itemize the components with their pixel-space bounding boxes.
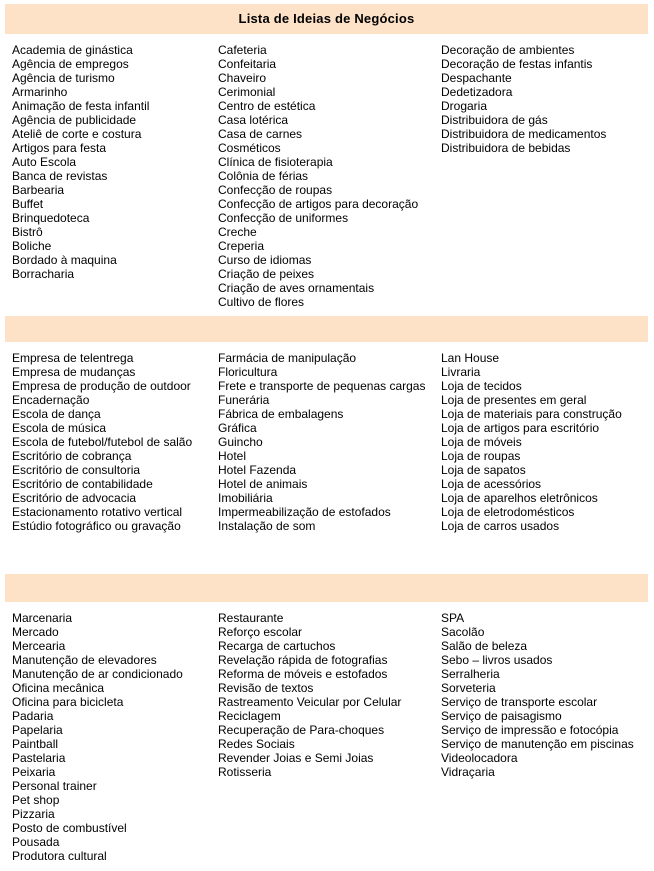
list-item: Loja de presentes em geral [441, 393, 587, 407]
list-item: Confecção de roupas [218, 183, 333, 197]
list-item: Colônia de férias [218, 169, 309, 183]
list-item: Estacionamento rotativo vertical [12, 505, 183, 519]
list-item: Loja de tecidos [441, 379, 522, 393]
list-item: Decoração de ambientes [441, 43, 575, 57]
list-item: Manutenção de elevadores [12, 653, 157, 667]
list-item: Borracharia [12, 267, 75, 281]
list-item: Pastelaria [12, 751, 66, 765]
list-item: Gráfica [218, 421, 257, 435]
list-item: Revelação rápida de fotografias [218, 653, 388, 667]
section-2-column-1 [12, 351, 192, 533]
page-title: Lista de Ideias de Negócios [5, 4, 648, 34]
list-item: Padaria [12, 709, 54, 723]
list-item: Farmácia de manipulação [218, 351, 357, 365]
list-item: Academia de ginástica [12, 43, 133, 57]
list-item: Ateliê de corte e costura [12, 127, 142, 141]
list-item: Escola de futebol/futebol de salão [12, 435, 193, 449]
list-item: Videolocadora [441, 751, 518, 765]
list-item: Boliche [12, 239, 52, 253]
list-item: Agência de turismo [12, 71, 115, 85]
list-item: Imobiliária [218, 491, 273, 505]
list-item: Instalação de som [218, 519, 316, 533]
list-item: Floricultura [218, 365, 278, 379]
list-item: Dedetizadora [441, 85, 513, 99]
list-item: Centro de estética [218, 99, 316, 113]
list-item: Agência de publicidade [12, 113, 137, 127]
list-item: Oficina mecânica [12, 681, 105, 695]
list-item: Loja de materiais para construção [441, 407, 622, 421]
list-item: Casa de carnes [218, 127, 303, 141]
list-item: Barbearia [12, 183, 65, 197]
list-item: Recarga de cartuchos [218, 639, 336, 653]
list-item: Escritório de cobrança [12, 449, 132, 463]
section-2-header-band [5, 316, 648, 342]
list-item: Reforma de móveis e estofados [218, 667, 388, 681]
list-item: Rastreamento Veicular por Celular [218, 695, 402, 709]
list-item: Revisão de textos [218, 681, 314, 695]
list-item: Distribuidora de gás [441, 113, 548, 127]
list-item: Reciclagem [218, 709, 281, 723]
list-item: Pousada [12, 835, 60, 849]
list-item: Empresa de produção de outdoor [12, 379, 191, 393]
list-item: Bistrô [12, 225, 43, 239]
list-item: Serviço de transporte escolar [441, 695, 598, 709]
list-item: Personal trainer [12, 779, 97, 793]
list-item: Distribuidora de medicamentos [441, 127, 607, 141]
list-item: Confecção de artigos para decoração [218, 197, 419, 211]
list-item: Paintball [12, 737, 59, 751]
list-item: Peixaria [12, 765, 56, 779]
list-item: Serralheria [441, 667, 500, 681]
list-item: Creperia [218, 239, 265, 253]
list-item: Loja de eletrodomésticos [441, 505, 575, 519]
list-item: Sacolão [441, 625, 485, 639]
list-item: Escritório de contabilidade [12, 477, 153, 491]
list-item: Recuperação de Para-choques [218, 723, 385, 737]
list-item: Hotel Fazenda [218, 463, 297, 477]
list-item: Bordado à maquina [12, 253, 117, 267]
list-item: Loja de aparelhos eletrônicos [441, 491, 598, 505]
list-item: Salão de beleza [441, 639, 528, 653]
list-item: Chaveiro [218, 71, 267, 85]
list-item: Confecção de uniformes [218, 211, 349, 225]
list-item: Distribuidora de bebidas [441, 141, 571, 155]
list-item: Cerimonial [218, 85, 276, 99]
list-item: Cosméticos [218, 141, 281, 155]
list-item: Papelaria [12, 723, 63, 737]
section-3-column-3 [441, 611, 634, 779]
list-item: Animação de festa infantil [12, 99, 150, 113]
list-item: Casa lotérica [218, 113, 289, 127]
section-2-column-2 [218, 351, 425, 533]
list-item: Pizzaria [12, 807, 55, 821]
list-item: Sorveteria [441, 681, 496, 695]
list-item: Serviço de impressão e fotocópia [441, 723, 619, 737]
list-item: Loja de sapatos [441, 463, 526, 477]
section-2-column-3 [441, 351, 622, 533]
list-item: Agência de empregos [12, 57, 129, 71]
list-item: Escritório de consultoria [12, 463, 141, 477]
section-3-column-2 [218, 611, 401, 779]
list-item: Loja de roupas [441, 449, 521, 463]
list-item: Brinquedoteca [12, 211, 90, 225]
list-item: Frete e transporte de pequenas cargas [218, 379, 426, 393]
list-item: Produtora cultural [12, 849, 107, 863]
list-item: Livraria [441, 365, 481, 379]
list-item: Loja de carros usados [441, 519, 560, 533]
list-item: Revender Joias e Semi Joias [218, 751, 374, 765]
section-1-column-3 [441, 43, 606, 155]
list-item: Empresa de telentrega [12, 351, 134, 365]
section-3-column-1 [12, 611, 183, 863]
list-item: Restaurante [218, 611, 284, 625]
list-item: Escola de dança [12, 407, 101, 421]
list-item: Sebo – livros usados [441, 653, 553, 667]
list-item: Empresa de mudanças [12, 365, 136, 379]
list-item: Serviço de manutenção em piscinas [441, 737, 634, 751]
list-item: Reforço escolar [218, 625, 303, 639]
list-item: Banca de revistas [12, 169, 108, 183]
list-item: Artigos para festa [12, 141, 107, 155]
list-item: Fábrica de embalagens [218, 407, 344, 421]
list-item: Pet shop [12, 793, 60, 807]
list-item: Armarinho [12, 85, 68, 99]
list-item: Vidraçaria [441, 765, 495, 779]
list-item: Funerária [218, 393, 270, 407]
list-item: Manutenção de ar condicionado [12, 667, 183, 681]
list-item: Loja de móveis [441, 435, 522, 449]
list-item: Loja de artigos para escritório [441, 421, 600, 435]
list-item: Lan House [441, 351, 500, 365]
list-item: Oficina para bicicleta [12, 695, 124, 709]
list-item: Escola de música [12, 421, 107, 435]
list-item: Cultivo de flores [218, 295, 305, 309]
list-item: Confeitaria [218, 57, 277, 71]
list-item: Mercearia [12, 639, 66, 653]
section-1-column-1 [12, 43, 149, 281]
list-item: Hotel de animais [218, 477, 308, 491]
list-item: Decoração de festas infantis [441, 57, 593, 71]
list-item: Buffet [12, 197, 44, 211]
list-item: Despachante [441, 71, 512, 85]
list-item: Auto Escola [12, 155, 77, 169]
list-item: Estúdio fotográfico ou gravação [12, 519, 181, 533]
list-item: Marcenaria [12, 611, 73, 625]
list-item: Drogaria [441, 99, 488, 113]
list-item: Hotel [218, 449, 247, 463]
list-item: Creche [218, 225, 257, 239]
list-item: Clínica de fisioterapia [218, 155, 333, 169]
list-item: Guincho [218, 435, 263, 449]
section-1-column-2 [218, 43, 418, 309]
list-item: Encadernação [12, 393, 90, 407]
list-item: Escritório de advocacia [12, 491, 137, 505]
list-item: Cafeteria [218, 43, 267, 57]
list-item: Redes Sociais [218, 737, 295, 751]
list-item: Loja de acessórios [441, 477, 542, 491]
list-item: Impermeabilização de estofados [218, 505, 391, 519]
list-item: Rotisseria [218, 765, 272, 779]
list-item: Mercado [12, 625, 59, 639]
list-item: Criação de aves ornamentais [218, 281, 375, 295]
list-item: SPA [441, 611, 465, 625]
list-item: Posto de combustível [12, 821, 127, 835]
list-item: Serviço de paisagismo [441, 709, 562, 723]
section-3-header-band [5, 574, 648, 602]
list-item: Criação de peixes [218, 267, 315, 281]
list-item: Curso de idiomas [218, 253, 312, 267]
